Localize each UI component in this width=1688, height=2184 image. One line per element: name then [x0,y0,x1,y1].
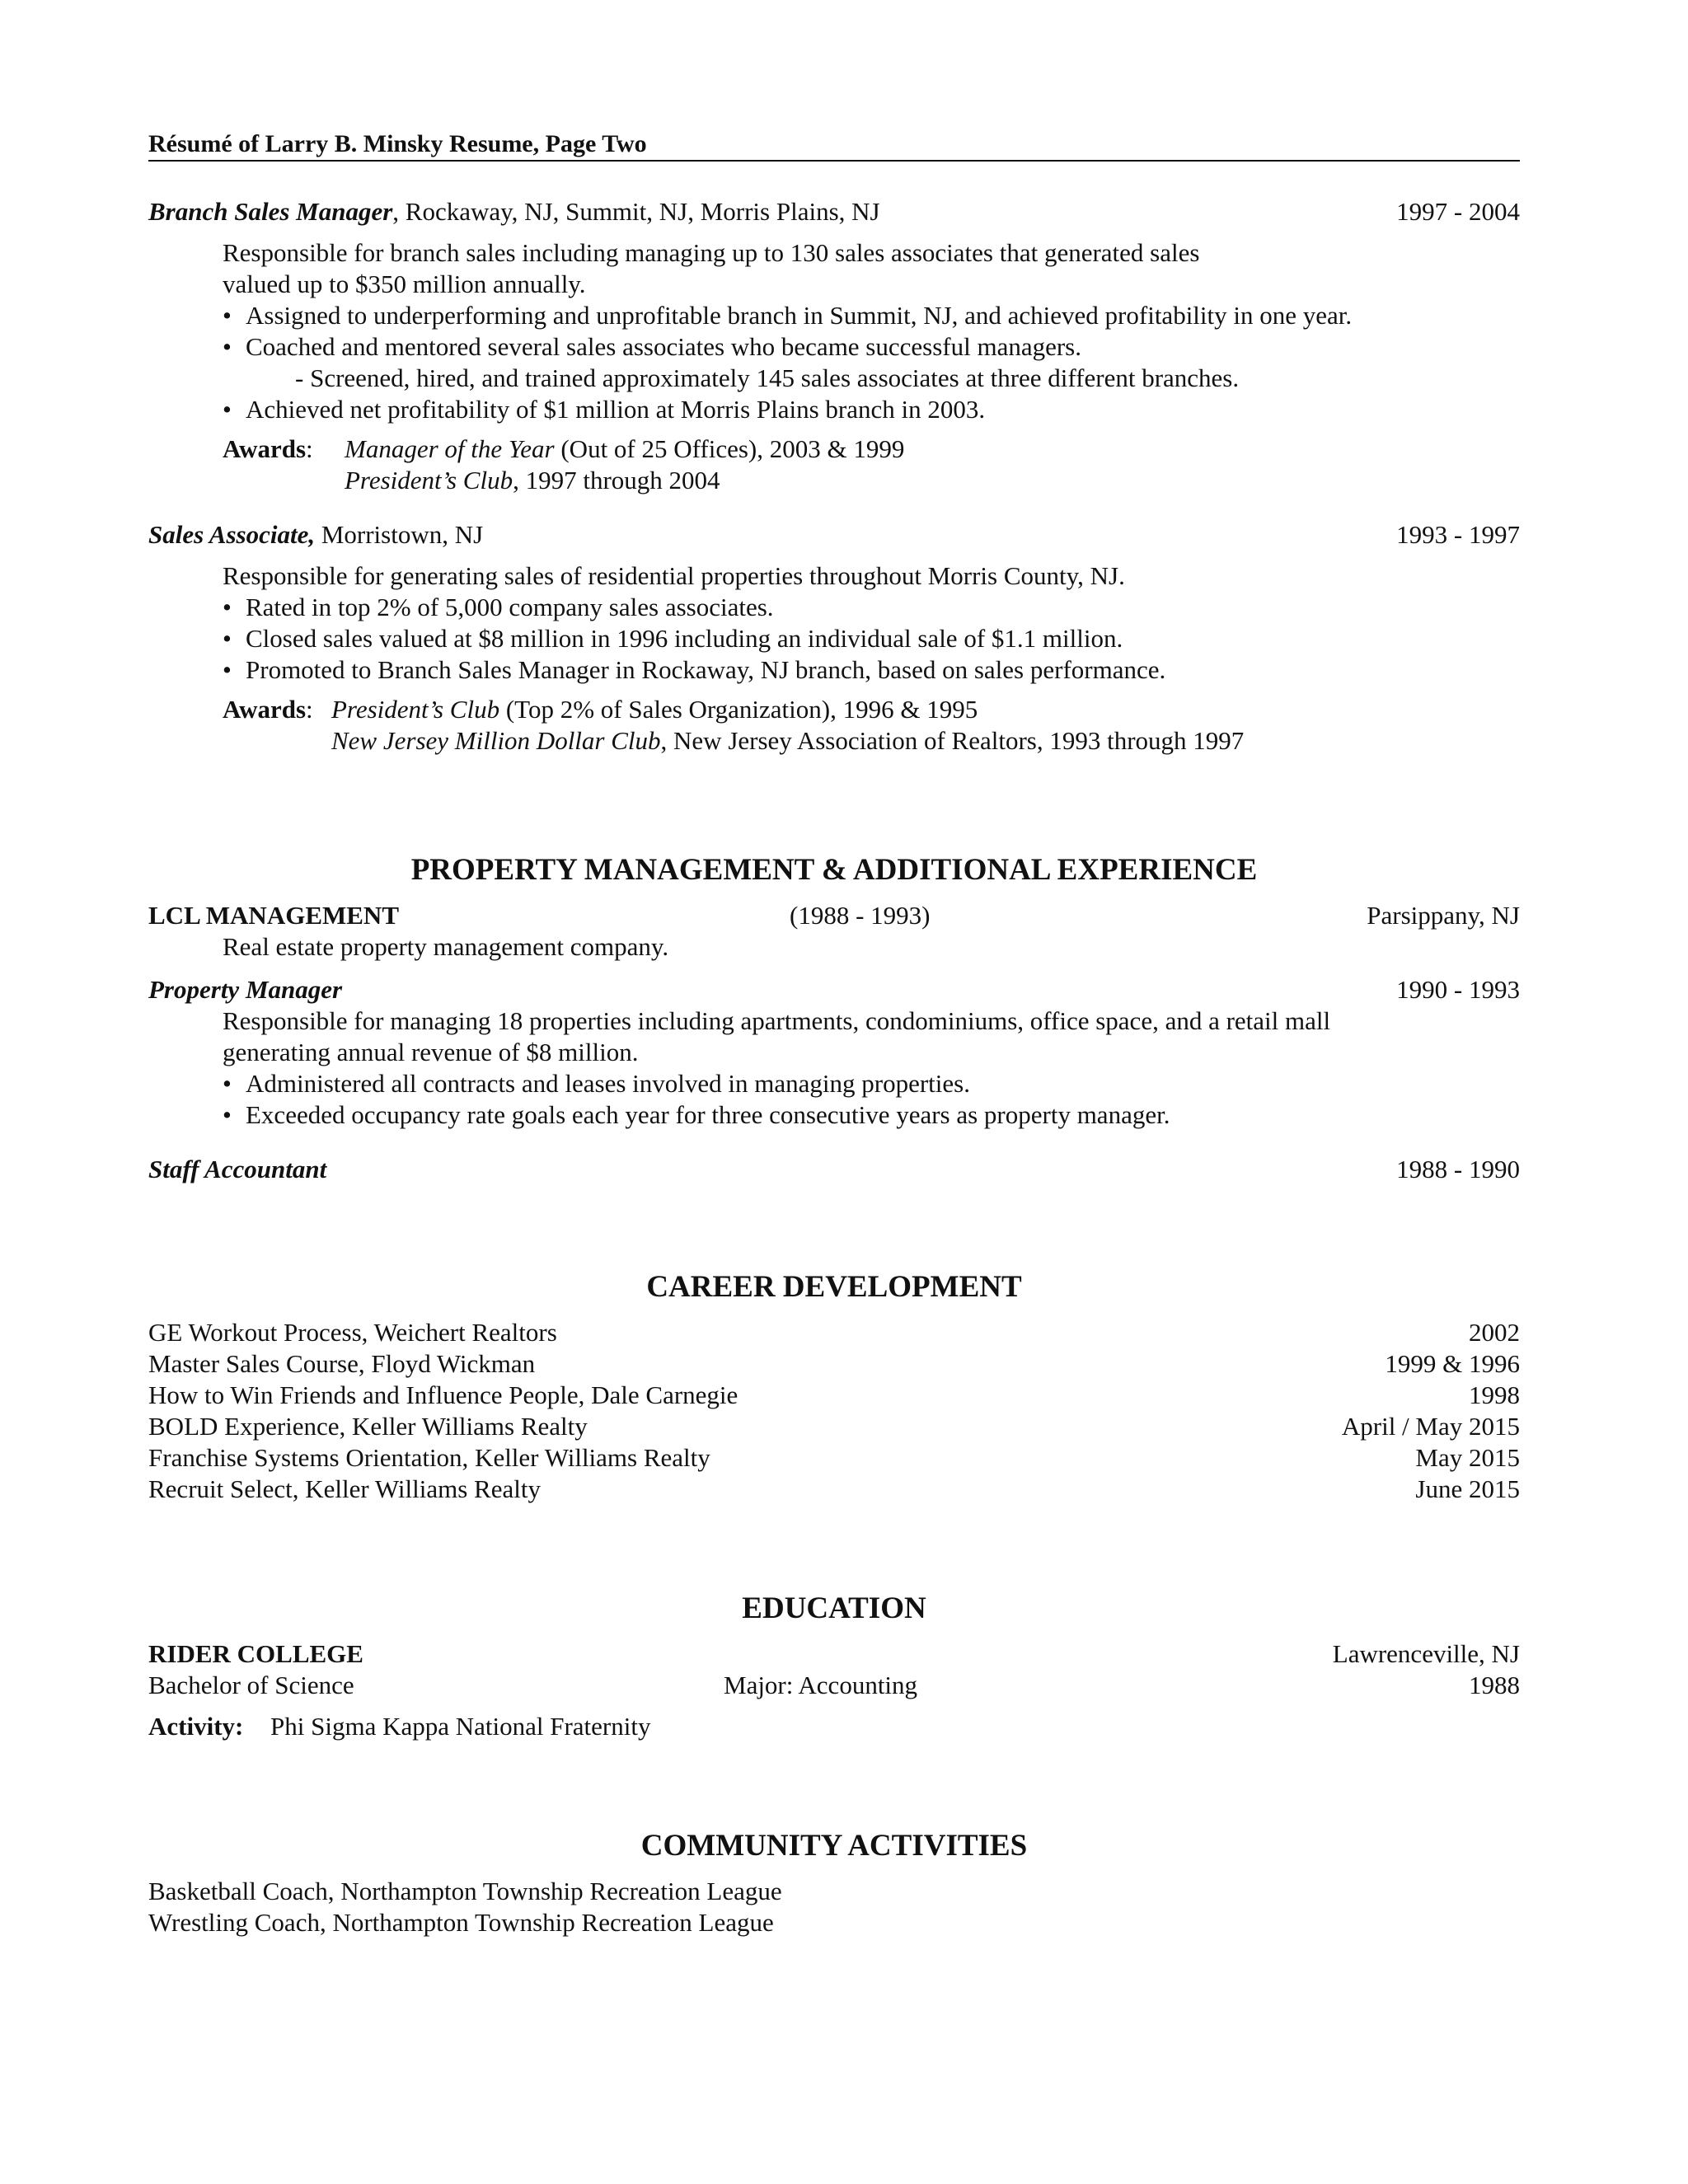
job-title: Branch Sales Manager [148,197,393,226]
sub-bullet-item: - Screened, hired, and trained approximately 145 sales associates at three different branches. [295,363,1240,392]
company-location: Parsippany, NJ [1367,901,1520,930]
career-item: How to Win Friends and Influence People, Dale Carnegie 1998 [148,1380,1520,1409]
career-item: Franchise Systems Orientation, Keller Williams Realty May 2015 [148,1443,1520,1472]
bullet-icon: • [223,1100,232,1129]
section-title: EDUCATION [742,1591,926,1625]
bullet-item: • Closed sales valued at $8 million in 1996 including an individual sale of $1.1 million. [223,624,1123,653]
bullet-icon: • [223,655,232,684]
award-item: New Jersey Million Dollar Club, New Jersey Association of Realtors, 1993 through 1997 [331,726,1245,755]
community-item: Wrestling Coach, Northampton Township Recreation League [148,1908,774,1937]
school-name: RIDER COLLEGE [148,1639,363,1668]
career-item: Master Sales Course, Floyd Wickman 1999 & 1996 [148,1349,1520,1378]
bullet-icon: • [223,301,232,330]
career-item: Recruit Select, Keller Williams Realty June 2015 [148,1474,1520,1503]
career-item: BOLD Experience, Keller Williams Realty April / May 2015 [148,1412,1520,1441]
role-heading [148,974,1520,1005]
section-title: CAREER DEVELOPMENT [646,1270,1022,1304]
role-heading [148,1154,1520,1185]
awards-label: Awards: [223,695,313,724]
bullet-icon: • [223,593,232,621]
degree-row [148,1670,1520,1701]
header-title: Résumé of Larry B. Minsky Resume, Page Two [148,130,647,157]
section-title: PROPERTY MANAGEMENT & ADDITIONAL EXPERIENCE [410,853,1258,887]
section-title: COMMUNITY ACTIVITIES [640,1829,1028,1863]
major: Major: Accounting [724,1671,918,1699]
role-dates: 1988 - 1990 [1396,1155,1520,1183]
role-description: generating annual revenue of $8 million. [223,1038,639,1066]
company-dates: (1988 - 1993) [790,901,931,930]
role-title: Staff Accountant [148,1155,327,1183]
bullet-item: • Coached and mentored several sales associates who became successful managers. [223,332,1081,361]
bullet-icon: • [223,624,232,653]
page-header [148,129,1520,162]
job-description: Responsible for generating sales of residential properties throughout Morris County, NJ. [223,561,1125,590]
activity-label: Activity: [148,1712,244,1741]
award-item: President’s Club, 1997 through 2004 [345,466,720,494]
job-description: valued up to $350 million annually. [223,269,586,298]
role-title: Property Manager [148,975,343,1004]
company-description: Real estate property management company. [223,932,669,961]
role-description: Responsible for managing 18 properties including apartments, condominiums, office space, and a retail mall [223,1006,1331,1035]
school-location: Lawrenceville, NJ [1332,1639,1520,1668]
job-dates: 1993 - 1997 [1396,520,1520,549]
job-location: , Rockaway, NJ, Summit, NJ, Morris Plains, NJ [392,197,880,226]
bullet-item: • Rated in top 2% of 5,000 company sales associates. [223,593,774,621]
company-heading [148,900,1520,931]
degree: Bachelor of Science [148,1671,354,1699]
job-title: Sales Associate, [148,520,316,549]
bullet-item: • Exceeded occupancy rate goals each year for three consecutive years as property manager. [223,1100,1170,1129]
job-dates: 1997 - 2004 [1396,197,1520,226]
activity: Phi Sigma Kappa National Fraternity [270,1712,651,1741]
activity-row [148,1711,1520,1742]
bullet-item: • Promoted to Branch Sales Manager in Rockaway, NJ branch, based on sales performance. [223,655,1166,684]
job-heading [148,196,1520,227]
bullet-icon: • [223,395,232,424]
bullet-item: • Administered all contracts and leases involved in managing properties. [223,1069,970,1098]
company-name: LCL MANAGEMENT [148,901,399,930]
bullet-item: • Assigned to underperforming and unprofitable branch in Summit, NJ, and achieved profitability in one year. [223,301,1353,330]
role-dates: 1990 - 1993 [1396,975,1520,1004]
bullet-icon: • [223,332,232,361]
job-heading [148,519,1520,551]
award-item: Manager of the Year (Out of 25 Offices), 2003 & 1999 [345,434,905,463]
awards-label: Awards: [223,434,313,463]
career-item: GE Workout Process, Weichert Realtors 2002 [148,1318,1520,1347]
school-heading [148,1638,1520,1670]
bullet-icon: • [223,1069,232,1098]
award-item: President’s Club (Top 2% of Sales Organization), 1996 & 1995 [331,695,978,724]
graduation-year: 1988 [1469,1671,1520,1699]
job-description: Responsible for branch sales including managing up to 130 sales associates that generated sales [223,238,1200,267]
community-item: Basketball Coach, Northampton Township Recreation League [148,1877,782,1905]
job-location: Morristown, NJ [315,520,484,549]
bullet-item: • Achieved net profitability of $1 million at Morris Plains branch in 2003. [223,395,986,424]
